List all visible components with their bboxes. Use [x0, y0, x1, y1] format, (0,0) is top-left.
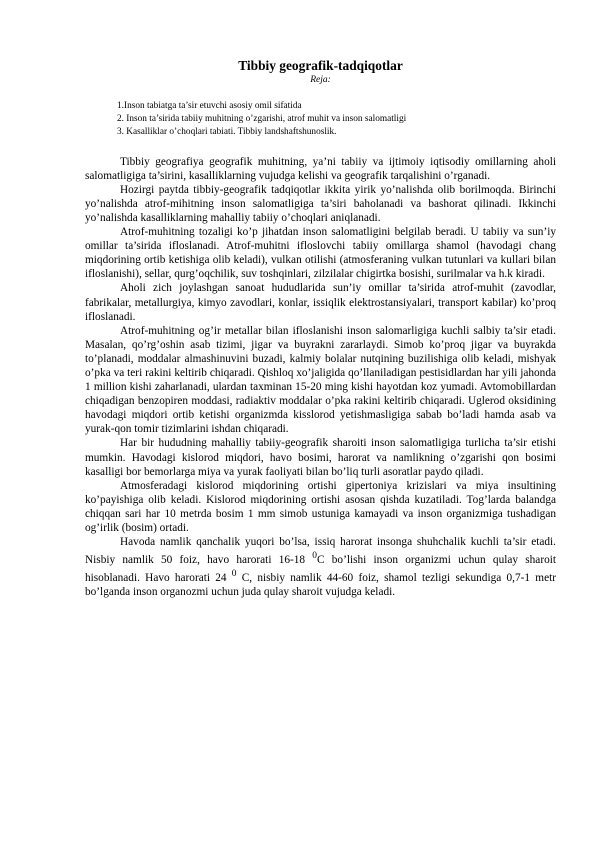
- plan-list: [117, 100, 556, 140]
- text-fragment: C bo’lishi inson organizmi uchun qulay sharoit hisoblanadi. Havo harorati 24: [85, 554, 557, 584]
- body-paragraph: Tibbiy geografiya geografik muhitning, ya’ni tabiiy va ijtimoiy iqtisodiy omillarning aholi salomatligiga ta’sirini, kasalliklarning vujudga kelishi va geografik tarqalishini o’rganadi.: [85, 155, 556, 182]
- document-page: [85, 58, 556, 599]
- body-paragraph: Atrof-muhitning og’ir metallar bilan ifloslanishi inson salomarligiga kuchli salbiy ta’sir etadi. Masalan, qo’rg’oshin asab tizimi, jigar va buyrakni zararlaydi. Simob ko’proq jigar va buyrakda to’planadi, moddalar almashinuvini buzadi, kalmiy bolalar nutqining buzilishiga olib keladi, mishyak o’pka va teri rakini keltirib chiqaradi. Qishloq xo’jaligida qo’llaniladigan pestisidlardan har yili jahonda 1 million kishi zaharlanadi, ulardan taxminan 15-20 ming kishi hayotdan koz yumadi. Avtomobillardan chiqadigan benzopiren moddasi, radiaktiv moddalar o’pka rakini keltirib chiqaradi. Uglerod oksidining havodagi miqdori ortib ketishi organizmda kisslorod yetishmasligiga sabab bo’ladi hamda asab va yurak-qon tomir tizimlarini ishdan chiqaradi.: [85, 324, 556, 436]
- text-fragment: Havoda namlik qanchalik yuqori bo’lsa, issiq harorat insonga shuhchalik kuchli ta’sir etadi. Nisbiy namlik 50 foiz, havo harorati 16-18: [85, 536, 556, 566]
- text-fragment: C, nisbiy namlik 44-60 foiz, shamol tezligi sekundiga 0,7-1 metr bo’lganda inson organozmi uchun juda qulay sharoit vujudga keladi.: [85, 571, 556, 598]
- body-paragraph-last: [85, 535, 556, 599]
- body-paragraph: Atmosferadagi kislorod miqdorining ortishi gipertoniya krizislari va miya insultining ko’payishiga olib keladi. Kislorod miqdorining ortishi asosan qishda kuzatiladi. Tog’larda balandga chiqqan sari har 10 metrda bosim 1 mm simob ustuniga kamayadi va inson organizmiga tushadigan og’irlik (bosim) ortadi.: [85, 479, 556, 535]
- body-paragraph: Hozirgi paytda tibbiy-geografik tadqiqotlar ikkita yirik yo’nalishda olib borilmoqda. Birinchi yo’nalishda atrof-mihitning inson salomatligiga ta’siri baholanadi va bashorat qilinadi. Ikkinchi yo’nalishda kasalliklarning mahalliy tabiiy o’choqlari aniqlanadi.: [85, 183, 556, 224]
- body-paragraph: Aholi zich joylashgan sanoat hududlarida sun’iy omillar ta’sirida atrof-muhit (zavodlar, fabrikalar, metallurgiya, kimyo zavodlari, konlar, issiqlik elektrostansiyalari, transport kabilar) ko’proq ifloslanadi.: [85, 282, 556, 323]
- degree-superscript: 0: [312, 551, 317, 562]
- plan-item: 3. Kasalliklar o’choqlari tabiati. Tibbiy landshaftshunoslik.: [117, 127, 337, 138]
- plan-heading: Reja:: [310, 75, 331, 85]
- body-paragraph: Har bir hududning mahalliy tabiiy-geografik sharoiti inson salomatligiga turlicha ta’sir etishi mumkin. Havodagi kislorod miqdori, havo bosimi, harorat va namlikning o’zgarishi qon bosimi kasalligi bor bemorlarga miya va yurak faoliyati bilan bo’liq turli asoratlar paydo qiladi.: [85, 437, 556, 478]
- page-title: Tibbiy geografik-tadqiqotlar: [238, 58, 403, 73]
- body-paragraph: Atrof-muhitning tozaligi ko’p jihatdan inson salomatligini belgilab beradi. U tabiiy va sun’iy omillar ta’sirida ifloslanadi. Atrof-muhitni ifloslovchi tabiiy omillarga shamol (havodagi chang miqdorining ortib ketishiga olib keladi), vulkan otilishi (atmosferaning vulkan tutunlari va kullari bilan ifloslanishi), sellar, qurg’oqchilik, suv toshqinlari, zilzilalar chigirtka bosishi, surilmalar va h.k kiradi.: [85, 226, 556, 281]
- plan-item: 1.Inson tabiatga ta’sir etuvchi asosiy omil sifatida: [117, 101, 302, 111]
- plan-item: 2. Inson ta’sirida tabiiy muhitning o’zgarishi, atrof muhit va inson salomatligi: [117, 114, 407, 125]
- degree-superscript: 0: [231, 569, 237, 580]
